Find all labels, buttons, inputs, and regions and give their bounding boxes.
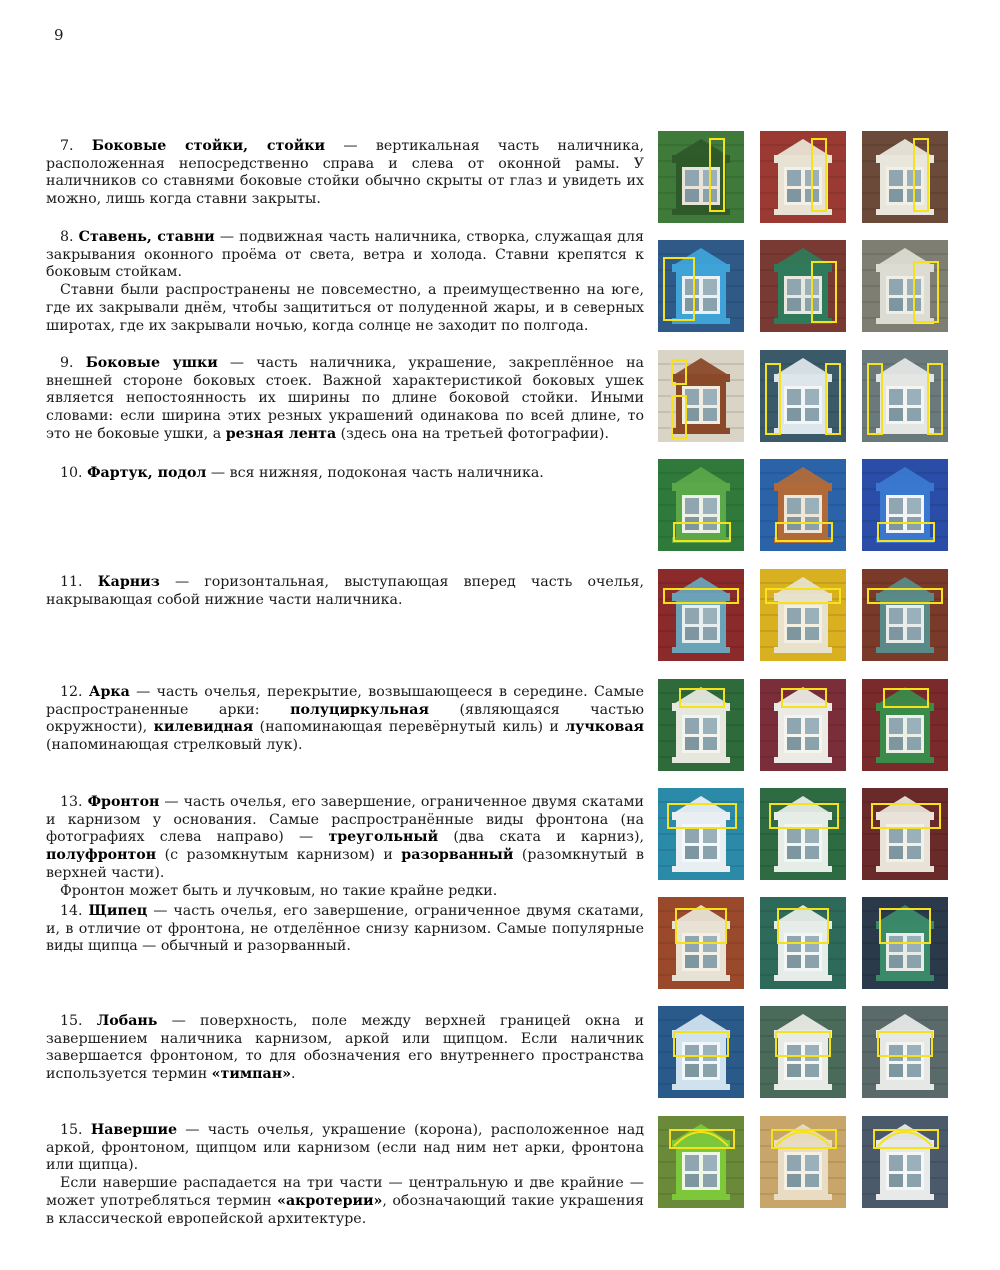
window-photo: [862, 240, 948, 332]
window-photo: [760, 459, 846, 551]
entry-11-cornice: [46, 574, 644, 609]
text-run: — подвижная часть наличника, створка, служащая для закрывания оконного проёма от света, ветра и холода. Ставни крепятся к боковым стойкам.: [46, 229, 644, 281]
window-photo: [760, 1006, 846, 1098]
entry-paragraph: [46, 229, 644, 282]
window-photo: [862, 679, 948, 771]
term-bold: разорванный: [401, 847, 514, 864]
text-run: Ставни были распространены не повсеместно, а преимущественно на юге, где их закрывали днём, чтобы защититься от полуденной жары, и в северных широтах, где их закрывали ночью, когда солнце не заходит по полгода.: [46, 282, 644, 334]
text-run: — горизонтальная, выступающая вперед часть очелья, накрывающая собой нижние части наличника.: [46, 574, 644, 608]
window-photo: [760, 569, 846, 661]
window-photo: [760, 788, 846, 880]
text-run: 10.: [60, 465, 88, 481]
term-bold: Арка: [88, 684, 130, 700]
window-photo: [658, 788, 744, 880]
window-photo: [862, 459, 948, 551]
entry-paragraph: [46, 355, 644, 444]
window-photo: [658, 679, 744, 771]
window-photo: [760, 240, 846, 332]
entry-paragraph: [46, 794, 644, 883]
term-bold: резная лента: [225, 425, 337, 442]
entry-7-side-posts: [46, 138, 644, 209]
text-run: 12.: [60, 684, 89, 700]
term-bold: полуциркульная: [290, 701, 429, 718]
term-bold: Лобань: [96, 1013, 158, 1029]
entry-paragraph: [46, 684, 644, 755]
entry-paragraph: [46, 1175, 644, 1228]
photo-row-cornice: [658, 569, 948, 661]
entry-paragraph: [46, 282, 644, 335]
text-run: 14.: [60, 903, 89, 919]
photo-row-gable: [658, 897, 948, 989]
text-run: — часть наличника, украшение, закреплённое на внешней стороне боковых стоек. Важной характеристикой боковых ушек является непостоянность их ширины по длине боковой стойки. Иными словами: если ширина этих резных украшений одинакова по всей длине, то это не боковые ушки, а: [46, 355, 644, 442]
text-run: — вертикальная часть наличника, расположенная непосредственно справа и слева от оконной рамы. У наличников со ставнями боковые стойки обычно скрыты от глаз и увидеть их можно, лишь когда ставни закрыты.: [46, 138, 645, 208]
term-bold: Боковые стойки, стойки: [91, 138, 326, 154]
text-run: — часть очелья, его завершение, ограниченное двумя скатами, и, в отличие от фронтона, не отделённое снизу карнизом. Самые популярные виды щипца — обычный и разорванный.: [46, 903, 645, 955]
term-bold: Боковые ушки: [85, 355, 218, 371]
text-run: (являющаяся частью окружности),: [46, 701, 644, 736]
window-photo: [862, 1006, 948, 1098]
photo-row-apron: [658, 459, 948, 551]
term-bold: Фартук, подол: [87, 465, 207, 481]
window-photo: [862, 350, 948, 442]
term-bold: «тимпан»: [211, 1066, 292, 1083]
text-run: 13.: [60, 794, 88, 810]
window-photo: [658, 240, 744, 332]
text-run: 11.: [60, 574, 98, 590]
window-photo: [760, 679, 846, 771]
photo-row-pediment: [658, 788, 948, 880]
entry-10-apron: [46, 465, 644, 483]
window-photo: [658, 459, 744, 551]
window-photo: [760, 1116, 846, 1208]
window-photo: [658, 1116, 744, 1208]
term-bold: Навершие: [90, 1122, 178, 1138]
text-run: 15.: [60, 1122, 91, 1138]
term-bold: Ставень, ставни: [78, 229, 215, 245]
window-photo: [862, 897, 948, 989]
text-run: , обозначающий такие украшения в классической европейской архитектуре.: [46, 1192, 645, 1227]
term-bold: Щипец: [88, 903, 148, 919]
term-bold: треугольный: [328, 829, 439, 846]
photo-row-arch: [658, 679, 948, 771]
term-bold: килевидная: [153, 719, 254, 736]
entry-13-pediment: [46, 794, 644, 900]
window-photo: [862, 788, 948, 880]
window-photo: [760, 350, 846, 442]
window-photo: [862, 1116, 948, 1208]
window-photo: [658, 897, 744, 989]
term-bold: полуфронтон: [46, 847, 157, 864]
entry-8-shutters: [46, 229, 644, 335]
photo-row-side-ears: [658, 350, 948, 442]
photo-row-loban: [658, 1006, 948, 1098]
text-run: — вся нижняя, подоконая часть наличника.: [206, 465, 544, 481]
text-run: 7.: [60, 138, 92, 154]
text-run: — поверхность, поле между верхней границей окна и завершением наличника карнизом, аркой или щипцом. Если наличник завершается фронтоном, то для обозначения его внутреннего пространства используется термин: [46, 1013, 644, 1083]
text-run: — часть очелья, украшение (корона), расположенное над аркой, фронтоном, щипцом или карнизом (если над ним нет арки, фронтона или щипца).: [46, 1122, 645, 1174]
text-run: (два ската и карниз),: [438, 829, 644, 846]
text-run: Фронтон может быть и лучковым, но такие крайне редки.: [60, 882, 498, 899]
entry-9-side-ears: [46, 355, 644, 444]
entry-paragraph: [46, 138, 644, 209]
text-run: — часть очелья, перекрытие, возвышающееся в середине. Самые распространенные арки:: [46, 684, 644, 718]
text-run: 15.: [60, 1013, 97, 1029]
photo-row-side-posts: [658, 131, 948, 223]
text-run: .: [291, 1066, 296, 1083]
text-run: (напоминающая перевёрнутый киль) и: [253, 719, 566, 736]
entry-15-crown: [46, 1122, 644, 1228]
text-run: (разомкнутый в верхней части).: [46, 847, 645, 881]
text-run: (с разомкнутым карнизом) и: [156, 847, 402, 864]
entry-paragraph: [46, 1122, 644, 1175]
entry-paragraph: [46, 1013, 644, 1084]
entry-12-arch: [46, 684, 644, 755]
entry-paragraph: [46, 903, 644, 956]
text-run: Если навершие распадается на три части — центральную и две крайние — может употребляться термин: [46, 1175, 644, 1209]
window-photo: [658, 350, 744, 442]
window-photo: [658, 569, 744, 661]
entry-15-loban: [46, 1013, 644, 1084]
window-photo: [760, 897, 846, 989]
page-number: 9: [54, 26, 64, 44]
window-photo: [658, 1006, 744, 1098]
window-photo: [862, 131, 948, 223]
text-run: 9.: [60, 355, 86, 371]
text-run: 8.: [60, 229, 79, 245]
photo-row-shutters: [658, 240, 948, 332]
term-bold: Фронтон: [87, 794, 160, 810]
window-photo: [862, 569, 948, 661]
text-run: (напоминающая стрелковый лук).: [46, 737, 303, 754]
entry-paragraph: [46, 883, 644, 901]
window-photo: [760, 131, 846, 223]
text-run: (здесь она на третьей фотографии).: [336, 425, 609, 442]
entry-14-gable: [46, 903, 644, 956]
term-bold: Карниз: [97, 574, 160, 590]
entry-paragraph: [46, 574, 644, 609]
text-run: — часть очелья, его завершение, ограниченное двумя скатами и карнизом у основания. Самые распространённые виды фронтона (на фотографиях слева направо) —: [46, 794, 644, 846]
term-bold: «акротерии»: [277, 1192, 383, 1209]
entry-paragraph: [46, 465, 644, 483]
photo-row-crown: [658, 1116, 948, 1208]
window-photo: [658, 131, 744, 223]
term-bold: лучковая: [565, 719, 644, 736]
